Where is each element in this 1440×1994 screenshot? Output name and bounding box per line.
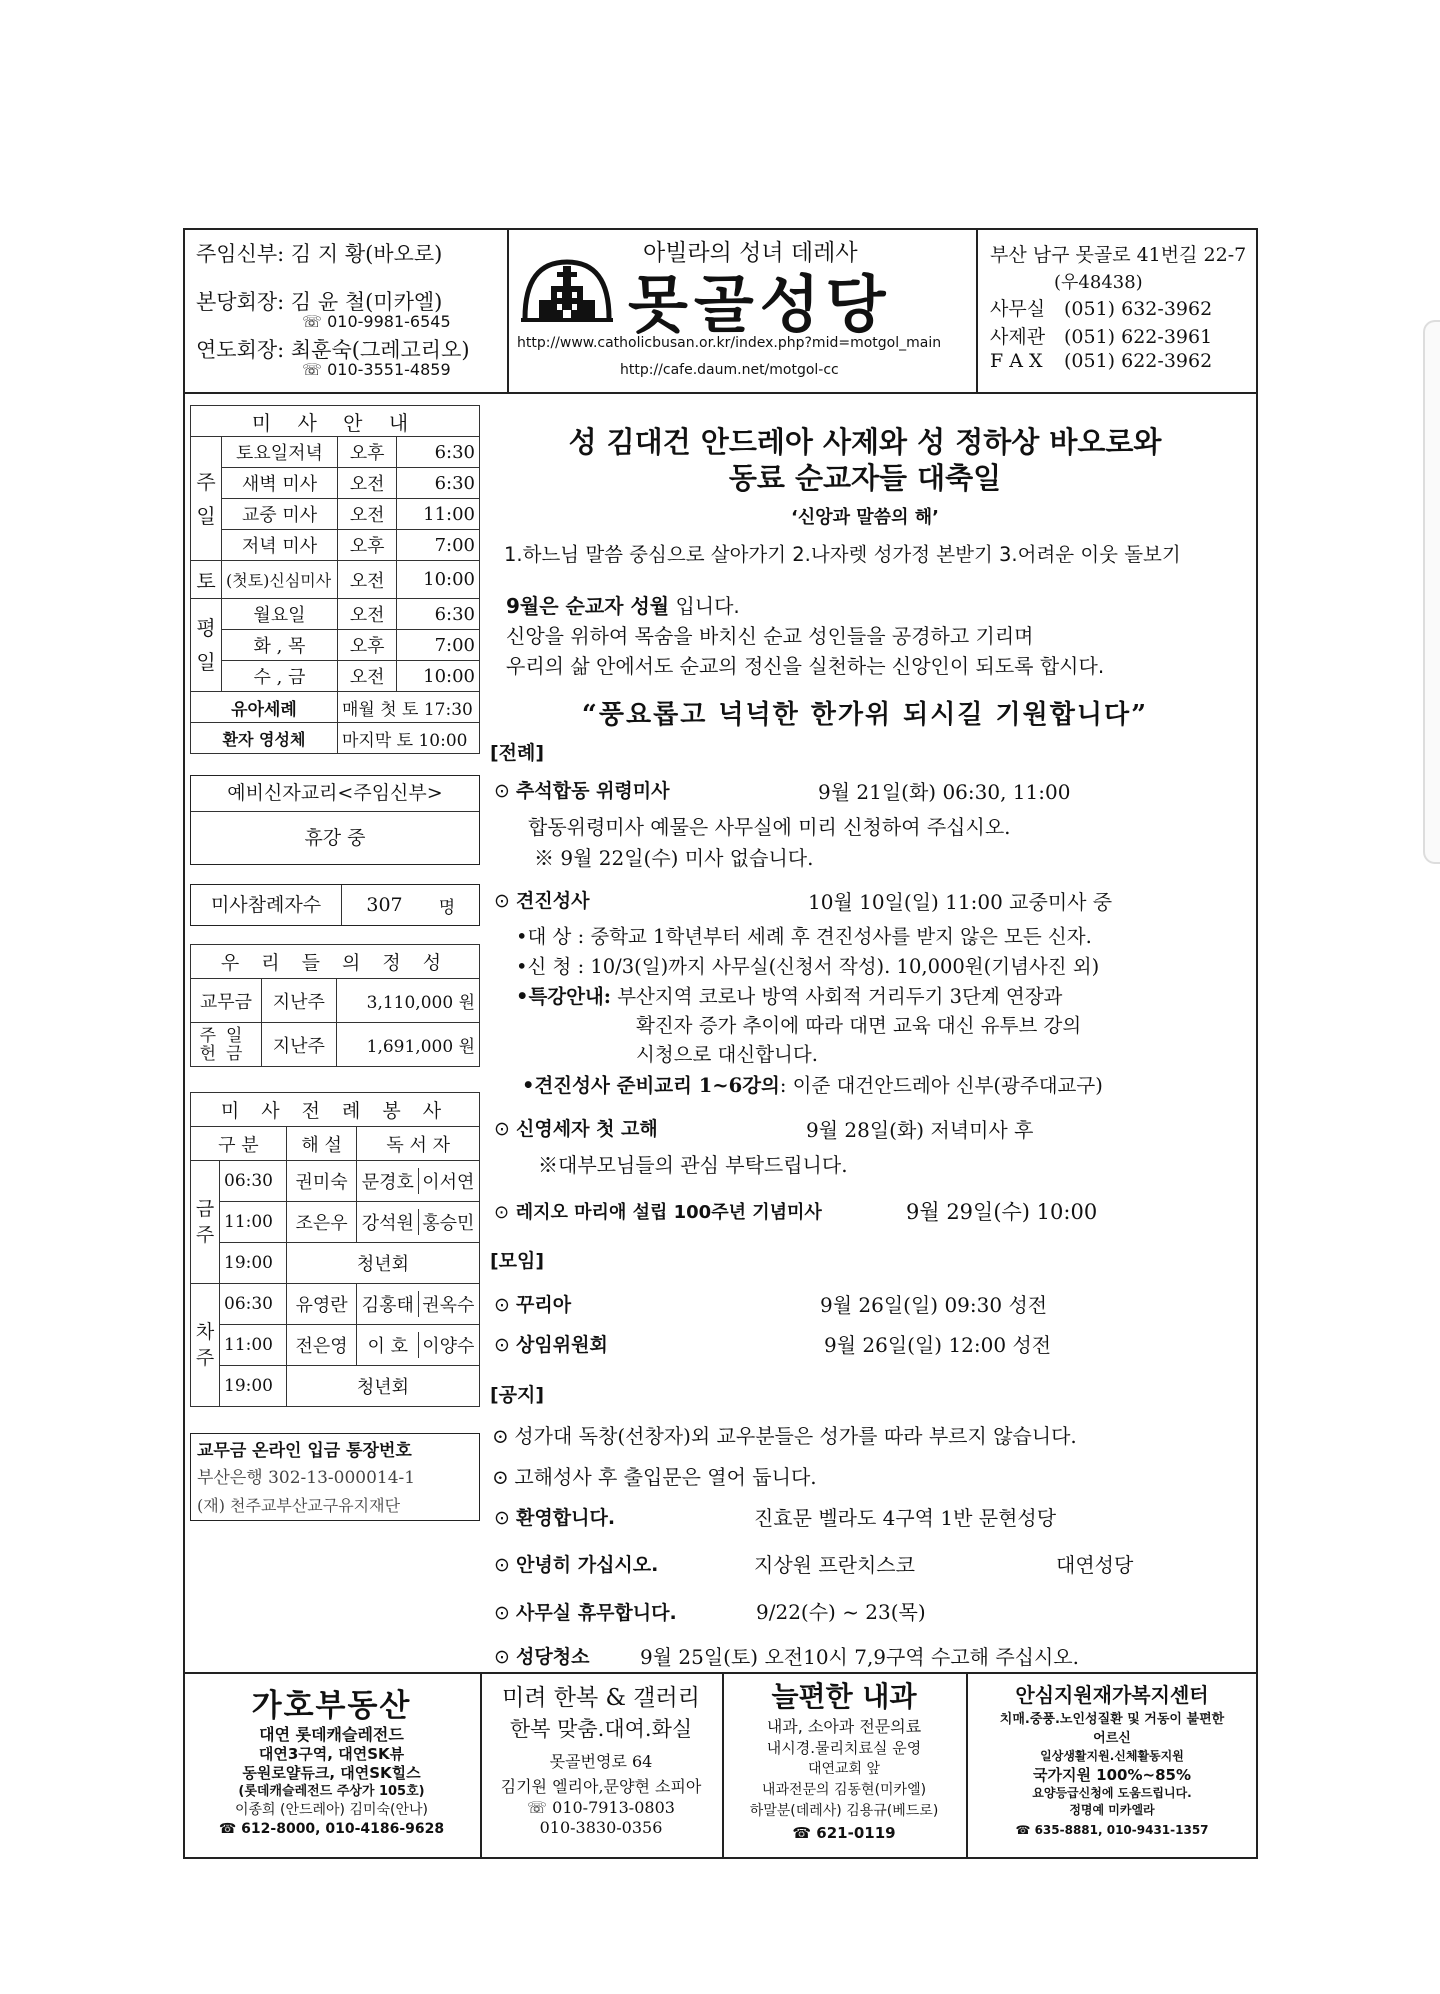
server-time: 06:30 <box>220 1161 287 1202</box>
server-reader: 김홍태 <box>357 1291 419 1317</box>
server-time: 19:00 <box>220 1243 287 1284</box>
section-liturgy: [전례] <box>490 742 545 764</box>
prep-text: : 이준 대건안드레아 신부(광주대교구) <box>779 1074 1103 1097</box>
ad1-line: 동원로얄듀크, 대연SK힐스 <box>242 1764 421 1782</box>
mass-time: 11:00 <box>397 499 480 530</box>
offering-label: 교무금 <box>191 979 262 1023</box>
server-time: 11:00 <box>220 1325 287 1366</box>
legio-mass <box>494 1198 822 1224</box>
first-confession-time: 9월 28일(화) 저녁미사 후 <box>806 1118 1034 1142</box>
mass-name: (첫토)신심미사 <box>222 561 338 599</box>
ad2-phone: ☏ 010-7913-0803 <box>527 1798 675 1817</box>
year-theme: ‘신앙과 말씀의 해’ <box>791 507 939 528</box>
memorial-time: 9월 21일(화) 06:30, 11:00 <box>818 780 1071 804</box>
chuseok-greeting: “풍요롭고 넉넉한 한가위 되시길 기원합니다” <box>581 700 1149 730</box>
martyrs-month <box>506 590 740 619</box>
bullet-circle-icon: ⊙ <box>494 890 510 912</box>
ad1-line: (롯데캐슬레전드 주상가 105호) <box>238 1784 425 1799</box>
server-group: 청년회 <box>286 1243 479 1284</box>
server-commentator: 조은우 <box>286 1202 357 1243</box>
attendance-label: 미사참례자수 <box>191 885 342 925</box>
memorial-mass <box>494 776 670 803</box>
account-holder: (재) 천주교부산교구유지재단 <box>197 1496 401 1515</box>
mass-name: 새벽 미사 <box>222 468 338 499</box>
mass-ampm: 오후 <box>337 530 396 561</box>
server-reader: 강석원 <box>357 1209 419 1235</box>
server-group: 청년회 <box>286 1366 479 1407</box>
bullet-circle-icon: ⊙ <box>494 1202 510 1223</box>
evangel-name: 연도회장: 최훈숙(그레고리오) <box>196 338 470 362</box>
farewell-title: 안녕히 가십시오. <box>516 1554 659 1576</box>
server-reader: 홍승민 <box>422 1213 475 1234</box>
ad4-line: 어르신 <box>1093 1731 1131 1746</box>
mass-time: 10:00 <box>397 561 480 599</box>
memorial-title: 추석합동 위령미사 <box>516 780 670 802</box>
offering-title: 우 리 들 의 정 성 <box>191 945 480 979</box>
attendance-box <box>190 884 480 926</box>
curia-title: 꾸리아 <box>516 1294 572 1316</box>
mass-name: 토요일저녁 <box>222 437 338 468</box>
phone-icon: ☏ <box>302 360 328 379</box>
offering-amount: 3,110,000 원 <box>336 979 479 1023</box>
ad4-line: 국가지원 100%~85% <box>1033 1766 1191 1784</box>
account-title: 교무금 온라인 입금 통장번호 <box>197 1441 412 1461</box>
catechumen-status: 휴강 중 <box>304 827 366 849</box>
confirmation-title: 견진성사 <box>516 890 590 912</box>
rectory-phone: 사제관 (051) 622-3961 <box>990 326 1213 348</box>
curia-time: 9월 26일(일) 09:30 성전 <box>820 1293 1048 1317</box>
server-reader: 이 호 <box>357 1332 419 1358</box>
mass-time: 6:30 <box>397 599 480 630</box>
welcome-title: 환영합니다. <box>516 1507 616 1529</box>
account-bank: 부산은행 302-13-000014-1 <box>197 1468 416 1488</box>
ad-real-estate <box>185 1680 478 1839</box>
mass-ampm: 오전 <box>337 468 396 499</box>
church-cleaning <box>494 1642 589 1669</box>
mass-ampm: 오후 <box>337 437 396 468</box>
ad4-title: 안심지원재가복지센터 <box>1015 1683 1209 1707</box>
feast-title-line1: 성 김대건 안드레아 사제와 성 정하상 바오로와 <box>568 425 1162 459</box>
mass-name: 월요일 <box>222 599 338 630</box>
server-reader: 문경호 <box>357 1168 419 1194</box>
fax-number: F A X (051) 622-3962 <box>990 350 1213 372</box>
martyrs-month-bold: 9월은 순교자 성월 <box>506 594 670 618</box>
farewell-parish: 대연성당 <box>1056 1553 1134 1577</box>
bullet-circle-icon: ⊙ <box>494 1334 510 1356</box>
mass-ampm: 오전 <box>337 599 396 630</box>
infant-baptism-value: 매월 첫 토 17:30 <box>337 692 479 723</box>
header-divider-left <box>507 228 509 392</box>
mass-name: 교중 미사 <box>222 499 338 530</box>
bullet-circle-icon: ⊙ <box>494 1294 510 1316</box>
sick-communion-value: 마지막 토 10:00 <box>337 723 479 754</box>
mass-time: 7:00 <box>397 530 480 561</box>
server-time: 06:30 <box>220 1284 287 1325</box>
server-reader: 이서연 <box>422 1172 475 1193</box>
memorial-note: 합동위령미사 예물은 사무실에 미리 신청하여 주십시오. <box>528 815 1011 839</box>
ad2-phone2: 010-3830-0356 <box>539 1818 663 1837</box>
ad1-phone: ☎ 612-8000, 010-4186-9628 <box>218 1821 445 1837</box>
feast-title-line2: 동료 순교자들 대축일 <box>728 461 1002 495</box>
section-notice: [공지] <box>490 1384 545 1406</box>
mass-ampm: 오후 <box>337 630 396 661</box>
farewell-notice <box>494 1550 658 1577</box>
offering-amount: 1,691,000 원 <box>336 1023 479 1067</box>
first-confession <box>494 1114 658 1141</box>
ad1-line: 대연3구역, 대연SK뷰 <box>258 1745 405 1763</box>
attendance-unit: 명 <box>438 897 456 918</box>
confirmation-lecture <box>516 981 1062 1009</box>
president-tel: ☏ 010-9981-6545 <box>302 312 451 331</box>
sunday-label: 주일 <box>191 437 222 561</box>
server-reader: 권옥수 <box>422 1295 475 1316</box>
catechumen-title: 예비신자교리<주임신부> <box>191 776 479 812</box>
office-closed-text: 9/22(수) ~ 23(목) <box>756 1600 926 1624</box>
servers-header: 해 설 <box>286 1127 357 1161</box>
confirmation-time: 10월 10일(일) 11:00 교중미사 중 <box>808 890 1113 914</box>
priest-name: 주임신부: 김 지 황(바오로) <box>196 242 443 266</box>
sick-communion-label: 환자 영성체 <box>191 723 338 754</box>
ad2-line: 한복 맞춤.대여.화실 <box>509 1717 693 1741</box>
offering-table <box>190 944 480 1067</box>
ad-hanbok <box>482 1682 720 1838</box>
ad3-phone: ☎ 621-0119 <box>792 1824 896 1842</box>
martyrs-line2: 신앙을 위하여 목숨을 바치신 순교 성인들을 공경하고 기리며 <box>506 624 1034 648</box>
mass-ampm: 오전 <box>337 499 396 530</box>
office-closed <box>494 1598 677 1625</box>
mass-name: 저녁 미사 <box>222 530 338 561</box>
confirmation <box>494 886 589 913</box>
ad3-line: 내시경.물리치료실 운영 <box>766 1739 922 1757</box>
ad3-line: 하말분(데레사) 김용규(베드로) <box>749 1803 939 1819</box>
ad2-line: 김기원 엘리아,문양현 소피아 <box>500 1777 702 1796</box>
confirmation-apply: •신 청 : 10/3(일)까지 사무실(신청서 작성). 10,000원(기념사진 외) <box>516 955 1100 978</box>
ad4-line: 치매.중풍.노인성질환 및 거동이 불편한 <box>999 1712 1225 1727</box>
ad1-line: 이종희 (안드레아) 김미숙(안나) <box>234 1802 429 1818</box>
first-confession-note: ※대부모님들의 관심 부탁드립니다. <box>538 1153 848 1177</box>
committee-time: 9월 26일(일) 12:00 성전 <box>824 1333 1052 1357</box>
side-scroll-handle[interactable] <box>1423 320 1440 864</box>
welcome-text: 진효문 벨라도 4구역 1반 문현성당 <box>754 1506 1057 1530</box>
server-commentator: 전은영 <box>286 1325 357 1366</box>
ad3-line: 내과전문의 김동현(미카엘) <box>761 1782 927 1798</box>
martyrs-line3: 우리의 삶 안에서도 순교의 정신을 실천하는 신앙인이 되도록 합시다. <box>506 654 1105 678</box>
president-name: 본당회장: 김 윤 철(미카엘) <box>196 290 443 314</box>
ad3-line: 대연교회 앞 <box>807 1761 881 1777</box>
ad4-line: 정명예 미카엘라 <box>1069 1803 1155 1817</box>
bullet-circle-icon: ⊙ <box>494 1646 510 1668</box>
phone-icon: ☎ <box>218 1821 242 1837</box>
ad3-line: 내과, 소아과 전문의료 <box>766 1717 922 1736</box>
bullet-circle-icon: ⊙ <box>494 1602 510 1624</box>
church-logo-icon <box>521 256 613 324</box>
confirmation-lecture-l3: 시청으로 대신합니다. <box>636 1043 818 1066</box>
ad-welfare-center <box>968 1680 1256 1841</box>
legio-time: 9월 29일(수) 10:00 <box>906 1200 1098 1224</box>
offering-period: 지난주 <box>262 979 337 1023</box>
lecture-text: 부산지역 코로나 방역 사회적 거리두기 3단계 연장과 <box>611 985 1063 1008</box>
mass-time: 6:30 <box>397 437 480 468</box>
servers-table <box>190 1092 480 1407</box>
ads-divider <box>183 1672 1258 1674</box>
curia-meeting <box>494 1290 571 1317</box>
header-divider-right <box>976 228 978 392</box>
memorial-note2: ※ 9월 22일(수) 미사 없습니다. <box>534 846 814 870</box>
office-phone: 사무실 (051) 632-3962 <box>990 298 1213 320</box>
infant-baptism-label: 유아세례 <box>191 692 338 723</box>
ad4-phone: ☎ 635-8881, 010-9431-1357 <box>1015 1823 1209 1837</box>
server-commentator: 유영란 <box>286 1284 357 1325</box>
phone-icon: ☎ <box>792 1824 817 1842</box>
parish-cafe-link[interactable]: http://cafe.daum.net/motgol-cc <box>620 362 839 378</box>
server-commentator: 권미숙 <box>286 1161 357 1202</box>
mass-ampm: 오전 <box>337 661 396 692</box>
phone-icon: ☎ <box>1015 1823 1035 1837</box>
bullet-circle-icon: ⊙ <box>494 1507 510 1529</box>
ad1-line: 대연 롯데캐슬레전드 <box>259 1725 404 1744</box>
server-reader: 이양수 <box>422 1336 475 1357</box>
ad1-title: 가호부동산 <box>251 1688 412 1724</box>
ad3-title: 늘편한 내과 <box>771 1680 917 1713</box>
bullet-circle-icon: ⊙ <box>494 1554 510 1576</box>
ad4-line: 요양등급신청에 도움드립니다. <box>1032 1786 1192 1800</box>
ad-clinic <box>724 1678 964 1844</box>
patron-saint: 아빌라의 성녀 데레사 <box>643 240 858 266</box>
mass-ampm: 오전 <box>337 561 396 599</box>
catechumen-box <box>190 775 480 865</box>
welcome-notice <box>494 1503 615 1530</box>
attendance-count: 307 <box>366 894 403 916</box>
next-week-label: 차주 <box>191 1284 220 1407</box>
mass-name: 화 , 목 <box>222 630 338 661</box>
prep-label: •견진성사 준비교리 1~6강의 <box>522 1074 780 1097</box>
farewell-text: 지상원 프란치스코 <box>754 1553 915 1577</box>
servers-title: 미 사 전 례 봉 사 <box>191 1093 480 1127</box>
header-divider <box>183 392 1258 394</box>
martyrs-month-rest: 입니다. <box>669 594 740 618</box>
account-box <box>190 1433 480 1521</box>
phone-icon: ☏ <box>302 312 328 331</box>
notice-confession-door: ⊙ 고해성사 후 출입문은 열어 둡니다. <box>492 1465 817 1489</box>
ad2-title: 미려 한복 & 갤러리 <box>502 1685 700 1711</box>
ad4-line: 일상생활지원.신체활동지원 <box>1040 1749 1184 1763</box>
notice-choir: ⊙ 성가대 독창(선창자)외 교우분들은 성가를 따라 부르지 않습니다. <box>492 1424 1077 1448</box>
bullet-circle-icon: ⊙ <box>492 1465 509 1489</box>
bullet-circle-icon: ⊙ <box>494 1118 510 1140</box>
evangel-tel: ☏ 010-3551-4859 <box>302 360 451 379</box>
server-time: 11:00 <box>220 1202 287 1243</box>
office-closed-title: 사무실 휴무합니다. <box>516 1602 677 1624</box>
legio-title: 레지오 마리애 설립 100주년 기념미사 <box>515 1202 822 1223</box>
phone-icon: ☏ <box>527 1798 553 1817</box>
confirmation-lecture-l2: 확진자 증가 추이에 따라 대면 교육 대신 유투브 강의 <box>636 1014 1082 1037</box>
parish-website-link[interactable]: http://www.catholicbusan.or.kr/index.php?mid=motgol_main <box>517 335 942 351</box>
first-confession-title: 신영세자 첫 고해 <box>516 1118 658 1140</box>
committee-title: 상임위원회 <box>516 1334 608 1356</box>
pastoral-goals: 1.하느님 말씀 중심으로 살아가기 2.나자렛 성가정 본받기 3.어려운 이웃 돌보기 <box>504 543 1181 566</box>
mass-schedule-table <box>190 405 480 754</box>
offering-period: 지난주 <box>262 1023 337 1067</box>
cleaning-text: 9월 25일(토) 오전10시 7,9구역 수고해 주십시오. <box>640 1645 1079 1669</box>
weekday-label: 평일 <box>191 599 222 692</box>
this-week-label: 금주 <box>191 1161 220 1284</box>
committee-meeting <box>494 1330 608 1357</box>
church-address: 부산 남구 못골로 41번길 22-7 <box>990 244 1247 266</box>
church-name: 못골성당 <box>628 268 892 341</box>
saturday-label: 토 <box>191 561 222 599</box>
ad2-line: 못골번영로 64 <box>549 1752 653 1771</box>
mass-time: 7:00 <box>397 630 480 661</box>
mass-name: 수 , 금 <box>222 661 338 692</box>
confirmation-target: •대 상 : 중학교 1학년부터 세례 후 견진성사를 받지 않은 모든 신자. <box>516 925 1092 948</box>
cleaning-title: 성당청소 <box>516 1646 590 1668</box>
confirmation-prep <box>522 1070 1103 1098</box>
lecture-label: •특강안내: <box>516 985 612 1008</box>
mass-schedule-title: 미 사 안 내 <box>191 406 480 437</box>
section-meeting: [모임] <box>490 1250 545 1272</box>
servers-header: 구 분 <box>191 1127 287 1161</box>
mass-time: 6:30 <box>397 468 480 499</box>
zip-code: (우48438) <box>1054 272 1143 293</box>
offering-label: 주일헌금 <box>191 1023 262 1067</box>
servers-header: 독 서 자 <box>357 1127 480 1161</box>
mass-time: 10:00 <box>397 661 480 692</box>
bullet-circle-icon: ⊙ <box>492 1424 509 1448</box>
server-time: 19:00 <box>220 1366 287 1407</box>
bullet-circle-icon: ⊙ <box>494 780 510 802</box>
